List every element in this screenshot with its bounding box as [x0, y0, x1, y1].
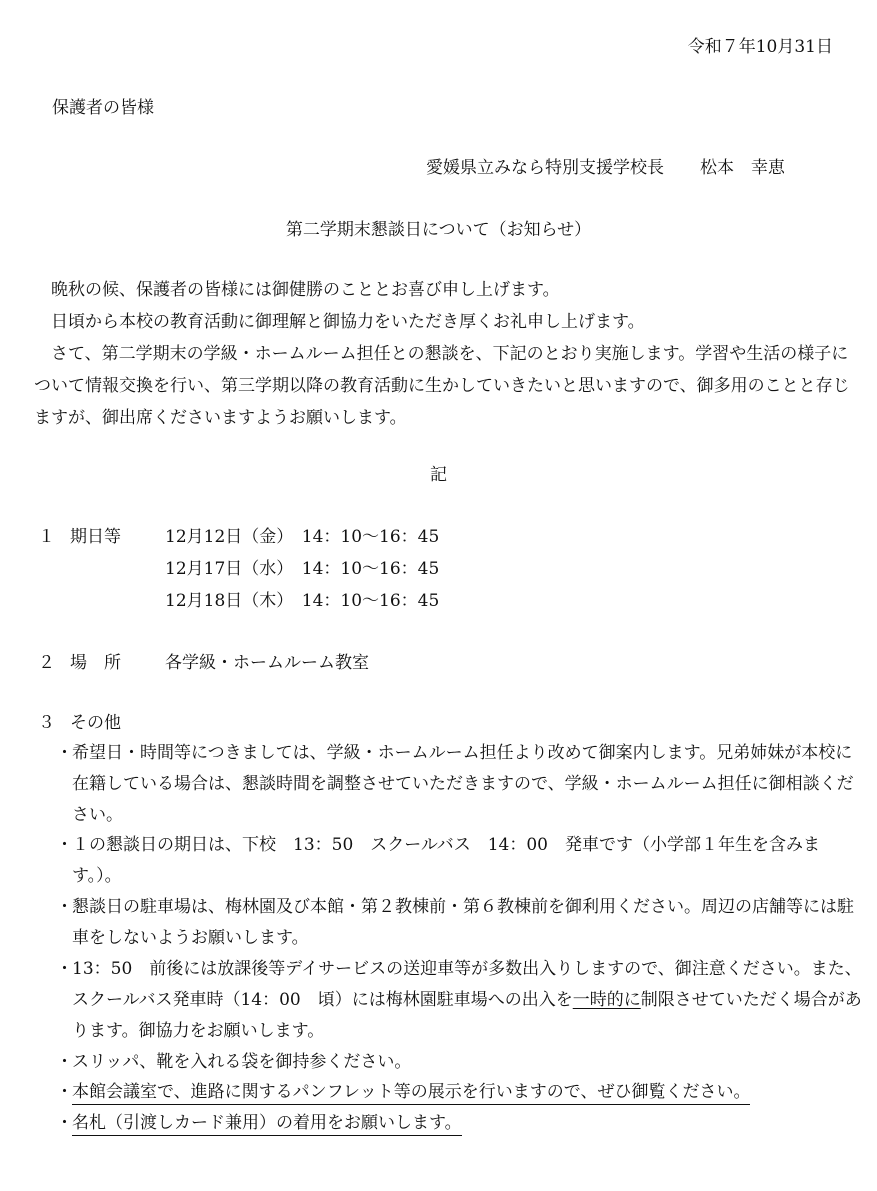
bullet-marker: ・: [56, 835, 73, 855]
note-traffic-caution: [72, 954, 867, 1047]
note-traffic-underlined: 一時的に: [572, 990, 641, 1010]
bullet-marker: ・: [56, 1052, 73, 1072]
ki-heading: 記: [430, 465, 447, 485]
section-3-label: その他: [70, 713, 121, 733]
note-pamphlet-text: 本館会議室で、進路に関するパンフレット等の展示を行いますので、ぜひ御覧ください。: [72, 1082, 750, 1105]
note-parking: 懇談日の駐車場は、梅林園及び本館・第２教棟前・第６教棟前を御利用ください。周辺の店舗等には駐車をしないようお願いします。: [72, 897, 854, 948]
addressee: 保護者の皆様: [52, 98, 154, 118]
note-traffic-text-b: 制限させていただく場合があります。御協力をお願いします。: [72, 990, 862, 1041]
section-2-value: 各学級・ホームルーム教室: [165, 653, 369, 673]
sender-name: 松本 幸恵: [700, 158, 785, 178]
intro-paragraph-1: 晩秋の候、保護者の皆様には御健勝のこととお喜び申し上げます。: [51, 280, 560, 300]
section-1-label: 期日等: [70, 527, 121, 547]
schedule-date-2: 12月17日（水） 14：10～16：45: [165, 559, 440, 579]
note-schedule-contact: 希望日・時間等につきましては、学級・ホームルーム担任より改めて御案内します。兄弟姉妹が本校に在籍している場合は、懇談時間を調整させていただきますので、学級・ホームルーム担任に御相談ください。: [72, 743, 854, 825]
sender-organization: 愛媛県立みなら特別支援学校長: [426, 158, 664, 178]
schedule-date-1: 12月12日（金） 14：10～16：45: [165, 527, 440, 547]
section-1-number: １: [38, 527, 55, 547]
note-name-tag: [72, 1108, 867, 1139]
note-dismissal-time: １の懇談日の期日は、下校 13：50 スクールバス 14：00 発車です（小学部１年生を含みます。）。: [72, 835, 820, 886]
intro-paragraph-2: 日頃から本校の教育活動に御理解と御協力をいただき厚くお礼申し上げます。: [51, 312, 645, 332]
bullet-marker: ・: [56, 1082, 73, 1102]
note-pamphlet-display: [72, 1077, 867, 1108]
document-date: 令和７年10月31日: [687, 37, 833, 57]
bullet-marker: ・: [56, 743, 73, 763]
note-name-tag-text: 名札（引渡しカード兼用）の着用をお願いします。: [72, 1113, 462, 1136]
note-traffic-text-a: 13：50 前後には放課後等デイサービスの送迎車等が多数出入りしますので、御注意ください。また、スクールバス発車時（14：00 頃）には梅林園駐車場への出入を: [72, 959, 862, 1010]
section-3-number: ３: [38, 713, 55, 733]
section-2-number: ２: [38, 653, 55, 673]
section-2-label: 場 所: [70, 653, 121, 673]
note-slippers: スリッパ、靴を入れる袋を御持参ください。: [72, 1052, 412, 1072]
bullet-marker: ・: [56, 959, 73, 979]
intro-paragraph-3: さて、第二学期末の学級・ホームルーム担任との懇談を、下記のとおり実施します。学習や生活の様子について情報交換を行い、第三学期以降の教育活動に生かしていきたいと思いますので、御多用のことと存じますが、御出席くださいますようお願いします。: [34, 344, 850, 428]
bullet-marker: ・: [56, 1113, 73, 1133]
sender: [426, 153, 785, 178]
document-title: 第二学期末懇談日について（お知らせ）: [285, 220, 592, 240]
bullet-marker: ・: [56, 897, 73, 917]
schedule-date-3: 12月18日（木） 14：10～16：45: [165, 591, 440, 611]
